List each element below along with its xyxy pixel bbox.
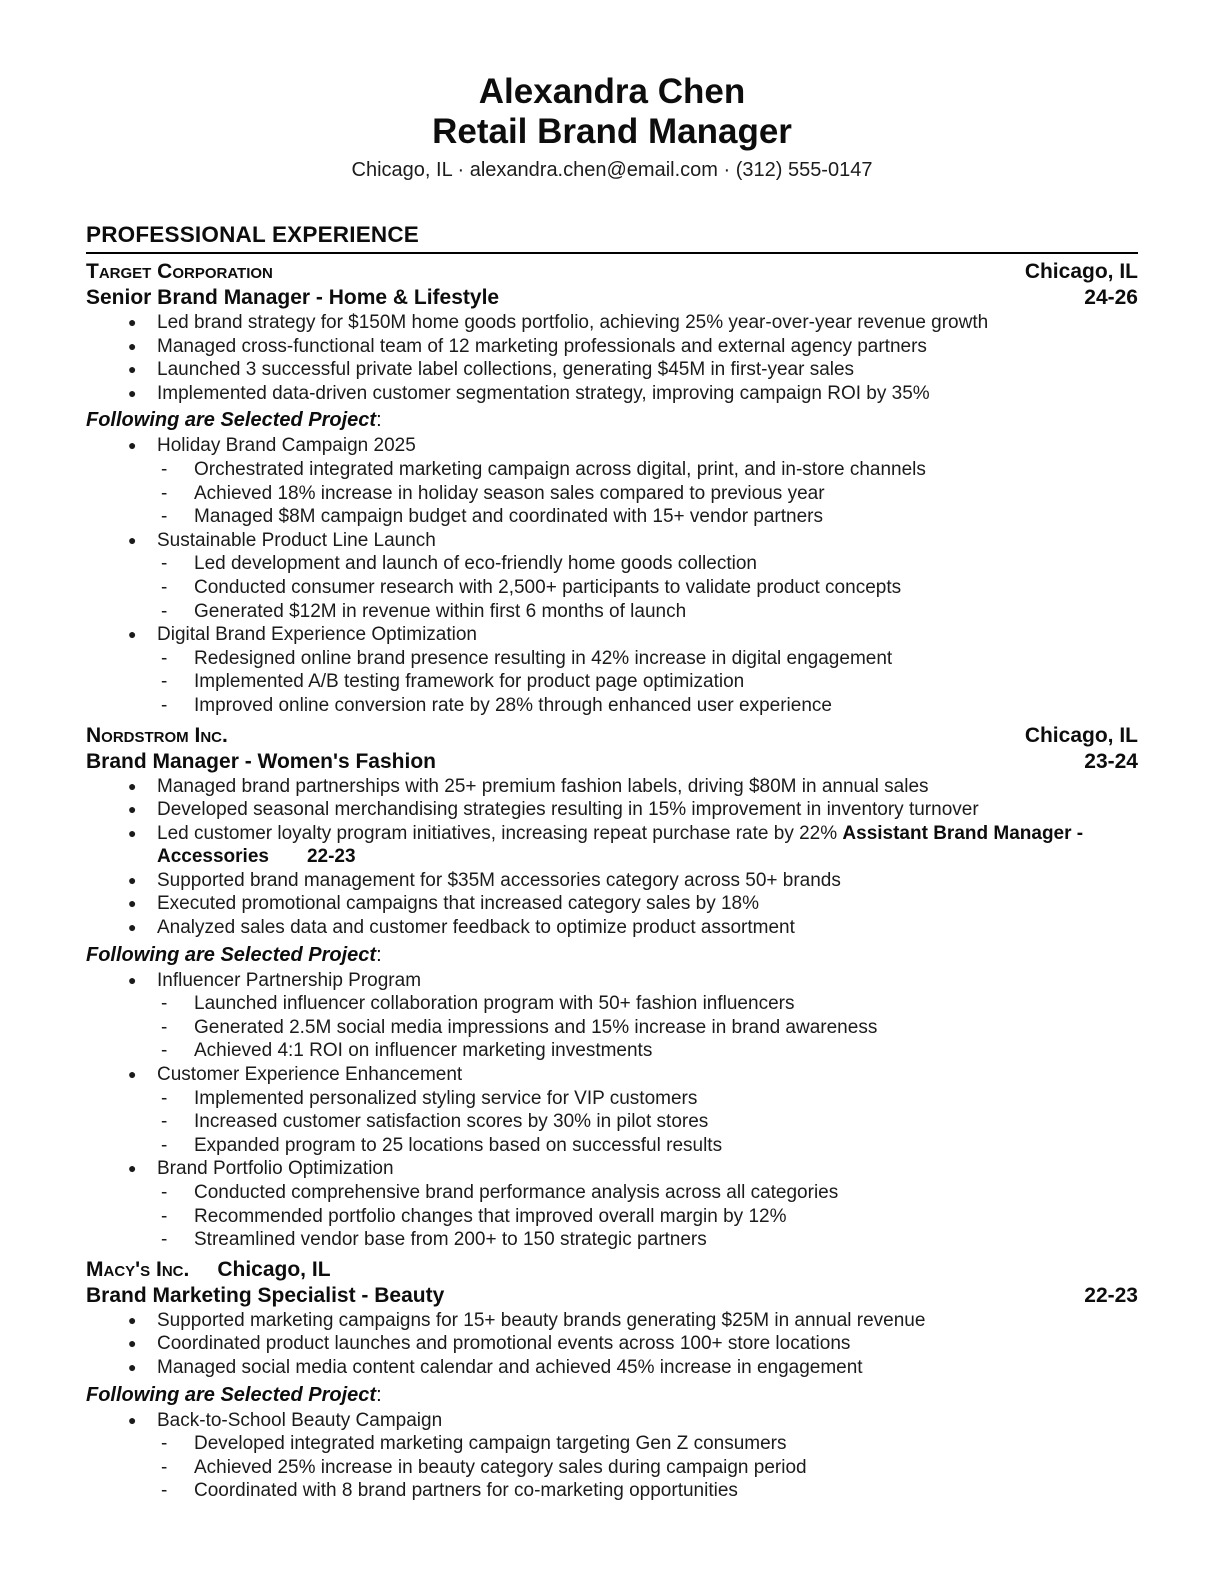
company-row — [86, 259, 1138, 285]
project-detail-text: Expanded program to 25 locations based on successful results — [194, 1134, 723, 1156]
dash-icon: - — [161, 1229, 168, 1251]
bullet-text: Supported marketing campaigns for 15+ beauty brands generating $25M in annual revenue — [157, 1309, 926, 1331]
project-detail-text: Managed $8M campaign budget and coordinated with 15+ vendor partners — [194, 506, 824, 528]
bullet-icon: ● — [128, 1335, 137, 1352]
project-detail-text: Orchestrated integrated marketing campaign across digital, print, and in-store channels — [194, 458, 926, 480]
bullet-item — [86, 1309, 1138, 1333]
project-detail — [86, 1039, 1138, 1063]
company-row — [86, 723, 1138, 749]
project-detail-text: Generated $12M in revenue within first 6 months of launch — [194, 600, 687, 622]
bullet-item — [86, 798, 1138, 822]
project-detail — [86, 670, 1138, 694]
project-detail-text: Implemented A/B testing framework for product page optimization — [194, 671, 745, 693]
project-detail — [86, 576, 1138, 600]
bullet-text: Managed social media content calendar and achieved 45% increase in engagement — [157, 1356, 863, 1378]
project-name: Holiday Brand Campaign 2025 — [157, 435, 416, 457]
job-section-macys — [86, 1257, 1138, 1503]
project-detail — [86, 992, 1138, 1016]
selected-projects-colon: : — [376, 409, 382, 432]
project-detail-text: Developed integrated marketing campaign targeting Gen Z consumers — [194, 1433, 787, 1455]
dash-icon: - — [161, 1456, 168, 1478]
section-title-professional-experience: PROFESSIONAL EXPERIENCE — [86, 222, 1138, 254]
project-detail — [86, 505, 1138, 529]
company-location: Chicago, IL — [1024, 260, 1138, 283]
bullet-icon: ● — [128, 531, 137, 548]
project-detail-text: Recommended portfolio changes that improved overall margin by 12% — [194, 1205, 787, 1227]
job-title-row — [86, 749, 1138, 775]
inline-role-title: Assistant Brand Manager - Accessories — [157, 822, 1084, 868]
bullet-icon: ● — [128, 626, 137, 643]
project-item — [86, 623, 1138, 647]
bullet-item — [86, 869, 1138, 893]
bullet-icon: ● — [128, 1411, 137, 1428]
project-detail-text: Increased customer satisfaction scores by 30% in pilot stores — [194, 1111, 709, 1133]
project-detail-text: Led development and launch of eco-friendly home goods collection — [194, 553, 757, 575]
dash-icon: - — [161, 1134, 168, 1156]
resume-header — [86, 72, 1138, 184]
selected-projects-label: Following are Selected Project — [86, 409, 377, 432]
selected-projects-heading — [86, 942, 1138, 968]
project-name: Sustainable Product Line Launch — [157, 529, 436, 551]
project-detail — [86, 1205, 1138, 1229]
project-item — [86, 1063, 1138, 1087]
project-name: Influencer Partnership Program — [157, 969, 422, 991]
bullet-text — [157, 822, 1138, 869]
bullet-icon: ● — [128, 361, 137, 378]
project-item — [86, 1409, 1138, 1433]
company-name: Target Corporation — [86, 260, 273, 283]
bullet-text: Supported brand management for $35M accessories category across 50+ brands — [157, 869, 841, 891]
bullet-item — [86, 1356, 1138, 1380]
company-name: Nordstrom Inc. — [86, 723, 228, 747]
bullet-item — [86, 335, 1138, 359]
project-detail-text: Streamlined vendor base from 200+ to 150 strategic partners — [194, 1229, 707, 1251]
project-detail — [86, 600, 1138, 624]
bullet-text: Executed promotional campaigns that increased category sales by 18% — [157, 893, 760, 915]
bullet-icon: ● — [128, 777, 137, 794]
dash-icon: - — [161, 647, 168, 669]
project-detail-text: Achieved 4:1 ROI on influencer marketing investments — [194, 1040, 653, 1062]
dash-icon: - — [161, 1016, 168, 1038]
project-detail-text: Coordinated with 8 brand partners for co-marketing opportunities — [194, 1480, 738, 1502]
project-item — [86, 969, 1138, 993]
project-item — [86, 1157, 1138, 1181]
bullet-item-with-inline-role — [86, 822, 1138, 869]
bullet-icon: ● — [128, 314, 137, 330]
company-name: Macy's Inc. — [86, 1257, 190, 1281]
dash-icon: - — [161, 1205, 168, 1227]
project-detail — [86, 694, 1138, 718]
project-detail — [86, 1479, 1138, 1503]
project-detail — [86, 1134, 1138, 1158]
bullet-text-normal: Led customer loyalty program initiatives, increasing repeat purchase rate by 22% — [157, 822, 843, 844]
job-section-nordstrom — [86, 723, 1138, 1252]
selected-projects-heading — [86, 407, 1138, 433]
bullet-icon: ● — [128, 895, 137, 912]
bullet-item — [86, 382, 1138, 406]
project-detail-text: Redesigned online brand presence resulting in 42% increase in digital engagement — [194, 647, 893, 669]
dash-icon: - — [161, 671, 168, 693]
person-title: Retail Brand Manager — [432, 112, 792, 151]
project-detail-text: Achieved 25% increase in beauty category sales during campaign period — [194, 1456, 807, 1478]
dash-icon: - — [161, 482, 168, 504]
dash-icon: - — [161, 576, 168, 598]
dash-icon: - — [161, 993, 168, 1015]
bullet-item — [86, 775, 1138, 799]
project-name: Back-to-School Beauty Campaign — [157, 1409, 443, 1431]
bullet-icon: ● — [128, 801, 137, 818]
bullet-icon: ● — [128, 871, 137, 888]
job-dates: 23-24 — [1084, 749, 1138, 773]
dash-icon: - — [161, 553, 168, 575]
job-dates: 22-23 — [1084, 1283, 1138, 1307]
company-location: Chicago, IL — [217, 1257, 331, 1281]
project-item — [86, 529, 1138, 553]
project-detail — [86, 1456, 1138, 1480]
project-detail-text: Launched influencer collaboration program with 50+ fashion influencers — [194, 993, 795, 1015]
bullet-text: Coordinated product launches and promotional events across 100+ store locations — [157, 1333, 851, 1355]
bullet-text: Analyzed sales data and customer feedback to optimize product assortment — [157, 917, 795, 939]
bullet-item — [86, 916, 1138, 940]
bullet-icon: ● — [128, 971, 137, 988]
bullet-text: Developed seasonal merchandising strategies resulting in 15% improvement in inventory turnover — [157, 799, 979, 821]
job-title: Brand Manager - Women's Fashion — [86, 749, 436, 773]
project-detail — [86, 1016, 1138, 1040]
bullet-text: Managed cross-functional team of 12 marketing professionals and external agency partners — [157, 335, 927, 357]
project-name: Digital Brand Experience Optimization — [157, 624, 477, 646]
job-dates: 24-26 — [1084, 286, 1138, 309]
dash-icon: - — [161, 458, 168, 480]
bullet-icon: ● — [128, 337, 137, 354]
job-title-row — [86, 285, 1138, 311]
dash-icon: - — [161, 1040, 168, 1062]
company-row — [86, 1257, 1138, 1283]
project-name: Brand Portfolio Optimization — [157, 1158, 394, 1180]
bullet-item — [86, 1332, 1138, 1356]
bullet-item — [86, 358, 1138, 382]
bullet-icon: ● — [128, 824, 137, 841]
project-detail — [86, 1110, 1138, 1134]
project-detail — [86, 1181, 1138, 1205]
bullet-icon: ● — [128, 384, 137, 401]
inline-role-dates: 22-23 — [306, 846, 356, 868]
selected-projects-label: Following are Selected Project — [86, 1383, 377, 1406]
job-title-row — [86, 1283, 1138, 1309]
selected-projects-label: Following are Selected Project — [86, 943, 377, 966]
project-detail — [86, 458, 1138, 482]
project-detail-text: Conducted consumer research with 2,500+ participants to validate product concepts — [194, 576, 902, 598]
selected-projects-colon: : — [376, 943, 382, 966]
dash-icon: - — [161, 506, 168, 528]
bullet-icon: ● — [128, 437, 137, 454]
selected-projects-heading — [86, 1382, 1138, 1408]
bullet-text: Led brand strategy for $150M home goods portfolio, achieving 25% year-over-year revenue growth — [157, 312, 989, 333]
job-title: Brand Marketing Specialist - Beauty — [86, 1283, 445, 1307]
project-detail-text: Achieved 18% increase in holiday season sales compared to previous year — [194, 482, 825, 504]
job-title: Senior Brand Manager - Home & Lifestyle — [86, 286, 500, 309]
project-detail — [86, 647, 1138, 671]
bullet-text: Launched 3 successful private label collections, generating $45M in first-year sales — [157, 359, 855, 381]
dash-icon: - — [161, 600, 168, 622]
company-location: Chicago, IL — [1024, 723, 1138, 747]
bullet-text: Implemented data-driven customer segmentation strategy, improving campaign ROI by 35% — [157, 382, 930, 404]
contact-line: Chicago, IL · alexandra.chen@email.com · (312) 555-0147 — [351, 159, 873, 181]
dash-icon: - — [161, 1433, 168, 1455]
dash-icon: - — [161, 694, 168, 716]
project-detail-text: Conducted comprehensive brand performance analysis across all categories — [194, 1182, 839, 1203]
project-detail — [86, 482, 1138, 506]
bullet-item — [86, 892, 1138, 916]
bullet-item — [86, 311, 1138, 335]
bullet-icon: ● — [128, 1358, 137, 1375]
project-name: Customer Experience Enhancement — [157, 1064, 463, 1086]
project-item — [86, 434, 1138, 458]
dash-icon: - — [161, 1182, 168, 1203]
bullet-icon: ● — [128, 1311, 137, 1328]
project-detail-text: Implemented personalized styling service for VIP customers — [194, 1087, 698, 1109]
project-detail — [86, 1228, 1138, 1252]
bullet-icon: ● — [128, 919, 137, 936]
project-detail — [86, 1432, 1138, 1456]
dash-icon: - — [161, 1111, 168, 1133]
person-name: Alexandra Chen — [478, 72, 746, 111]
selected-projects-colon: : — [376, 1383, 382, 1406]
bullet-icon: ● — [128, 1066, 137, 1083]
bullet-icon: ● — [128, 1160, 137, 1177]
project-detail-text: Improved online conversion rate by 28% through enhanced user experience — [194, 694, 832, 716]
job-section-target — [86, 259, 1138, 718]
dash-icon: - — [161, 1480, 168, 1502]
bullet-text: Managed brand partnerships with 25+ premium fashion labels, driving $80M in annual sales — [157, 775, 929, 797]
dash-icon: - — [161, 1087, 168, 1109]
project-detail-text: Generated 2.5M social media impressions and 15% increase in brand awareness — [194, 1016, 878, 1038]
project-detail — [86, 1087, 1138, 1111]
project-detail — [86, 552, 1138, 576]
